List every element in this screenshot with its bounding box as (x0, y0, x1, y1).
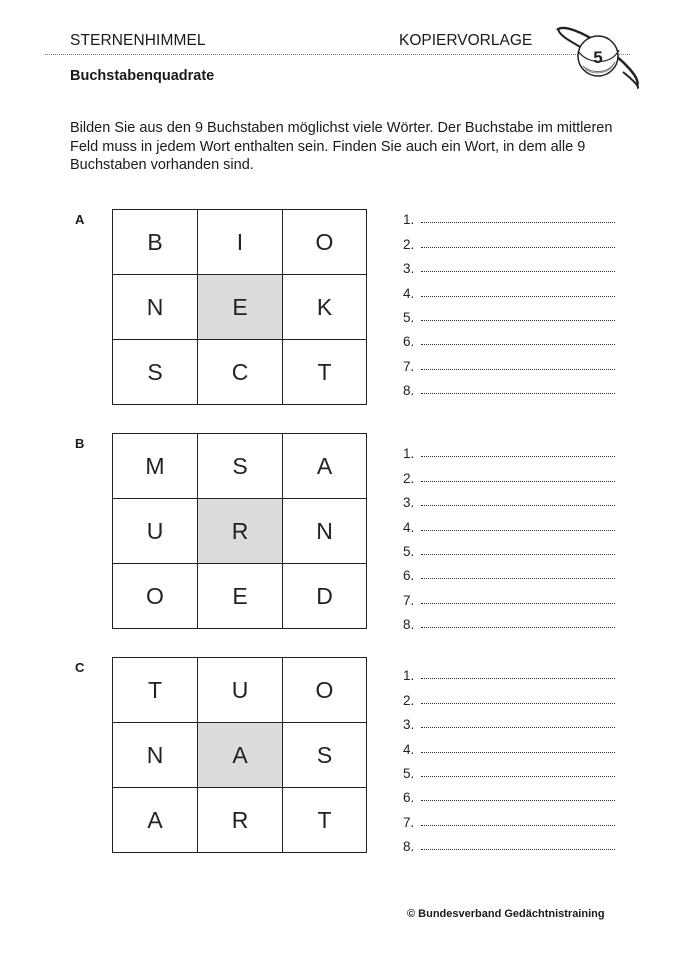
answer-number: 5. (403, 543, 415, 559)
grid-cell: O (283, 210, 367, 275)
answer-line[interactable] (403, 374, 615, 398)
grid-cell: I (198, 210, 283, 275)
answer-blank[interactable] (421, 392, 615, 394)
grid-cell: K (283, 275, 367, 340)
answer-blank[interactable] (421, 751, 615, 753)
grid-cell: R (198, 788, 283, 853)
answer-blank[interactable] (421, 455, 615, 457)
grid-cell: N (283, 499, 367, 564)
grid-cell: N (113, 723, 198, 788)
answer-number: 2. (403, 236, 415, 252)
answer-number: 5. (403, 765, 415, 781)
answer-number: 7. (403, 814, 415, 830)
puzzle-label: C (75, 660, 85, 675)
instructions: Bilden Sie aus den 9 Buchstaben möglichst viele Wörter. Der Buchstabe im mittleren Feld muss in jedem Wort enthalten sein. Finden Sie auch ein Wort, in dem alle 9 Buchstaben vorhanden sind. (70, 120, 613, 173)
answer-blank[interactable] (421, 480, 615, 482)
answer-line[interactable] (403, 708, 615, 732)
grid-cell: U (198, 658, 283, 723)
answer-blank[interactable] (421, 677, 615, 679)
grid-cell: N (113, 275, 198, 340)
answer-line[interactable] (403, 510, 615, 534)
answer-number: 1. (403, 668, 415, 684)
grid-center-cell: E (198, 275, 283, 340)
page-number: 5 (593, 48, 603, 67)
worksheet-title: Buchstabenquadrate (70, 68, 215, 84)
answer-blank[interactable] (421, 726, 615, 728)
answer-number: 8. (403, 383, 415, 399)
copyright-footer: © Bundesverband Gedächtnistraining (407, 908, 605, 920)
grid-cell: A (113, 788, 198, 853)
answer-line[interactable] (403, 805, 615, 829)
answer-number: 8. (403, 839, 415, 855)
puzzle-label: A (75, 212, 85, 227)
answer-line[interactable] (403, 781, 615, 805)
answer-number: 7. (403, 592, 415, 608)
answer-line[interactable] (403, 325, 615, 349)
answer-blank[interactable] (421, 775, 615, 777)
grid-cell: S (283, 723, 367, 788)
answer-line[interactable] (403, 349, 615, 373)
puzzle-label: B (75, 436, 85, 451)
answer-blank[interactable] (421, 504, 615, 506)
answer-line[interactable] (403, 608, 615, 632)
answer-line[interactable] (403, 732, 615, 756)
grid-cell: O (113, 564, 198, 629)
answer-number: 1. (403, 446, 415, 462)
answer-lines (403, 203, 615, 398)
answer-line[interactable] (403, 559, 615, 583)
answer-line[interactable] (403, 301, 615, 325)
answer-blank[interactable] (421, 529, 615, 531)
answer-number: 8. (403, 617, 415, 633)
planet-saturn-icon (553, 22, 645, 94)
answer-number: 6. (403, 334, 415, 350)
answer-blank[interactable] (421, 577, 615, 579)
letter-grid (112, 433, 367, 629)
answer-number: 3. (403, 261, 415, 277)
answer-blank[interactable] (421, 702, 615, 704)
answer-blank[interactable] (421, 602, 615, 604)
grid-cell: T (113, 658, 198, 723)
answer-number: 2. (403, 470, 415, 486)
answer-blank[interactable] (421, 824, 615, 826)
grid-cell: M (113, 434, 198, 499)
grid-cell: E (198, 564, 283, 629)
grid-cell: S (198, 434, 283, 499)
answer-number: 3. (403, 717, 415, 733)
header-copy-template: KOPIERVORLAGE (399, 32, 533, 49)
answer-line[interactable] (403, 227, 615, 251)
answer-number: 6. (403, 790, 415, 806)
grid-cell: U (113, 499, 198, 564)
header-section-title: STERNENHIMMEL (70, 32, 206, 49)
answer-number: 5. (403, 309, 415, 325)
answer-blank[interactable] (421, 343, 615, 345)
planet-badge (553, 22, 645, 94)
grid-cell: C (198, 340, 283, 405)
grid-cell: O (283, 658, 367, 723)
answer-blank[interactable] (421, 295, 615, 297)
answer-number: 2. (403, 692, 415, 708)
answer-number: 7. (403, 358, 415, 374)
answer-line[interactable] (403, 203, 615, 227)
grid-cell: T (283, 788, 367, 853)
answer-blank[interactable] (421, 319, 615, 321)
answer-line[interactable] (403, 683, 615, 707)
answer-number: 4. (403, 519, 415, 535)
answer-line[interactable] (403, 830, 615, 854)
answer-blank[interactable] (421, 626, 615, 628)
answer-blank[interactable] (421, 221, 615, 223)
answer-line[interactable] (403, 252, 615, 276)
answer-lines (403, 659, 615, 854)
letter-grid (112, 657, 367, 853)
answer-line[interactable] (403, 535, 615, 559)
answer-line[interactable] (403, 583, 615, 607)
grid-cell: A (283, 434, 367, 499)
grid-cell: T (283, 340, 367, 405)
answer-line[interactable] (403, 757, 615, 781)
answer-number: 3. (403, 495, 415, 511)
answer-lines (403, 437, 615, 632)
answer-blank[interactable] (421, 553, 615, 555)
grid-cell: B (113, 210, 198, 275)
answer-line[interactable] (403, 276, 615, 300)
answer-number: 4. (403, 285, 415, 301)
answer-blank[interactable] (421, 799, 615, 801)
answer-line[interactable] (403, 461, 615, 485)
grid-cell: D (283, 564, 367, 629)
header-divider (45, 54, 630, 55)
answer-number: 1. (403, 212, 415, 228)
answer-number: 4. (403, 741, 415, 757)
answer-line[interactable] (403, 486, 615, 510)
grid-center-cell: A (198, 723, 283, 788)
grid-center-cell: R (198, 499, 283, 564)
answer-blank[interactable] (421, 270, 615, 272)
answer-number: 6. (403, 568, 415, 584)
grid-cell: S (113, 340, 198, 405)
answer-blank[interactable] (421, 848, 615, 850)
answer-line[interactable] (403, 659, 615, 683)
answer-blank[interactable] (421, 246, 615, 248)
answer-blank[interactable] (421, 368, 615, 370)
answer-line[interactable] (403, 437, 615, 461)
letter-grid (112, 209, 367, 405)
